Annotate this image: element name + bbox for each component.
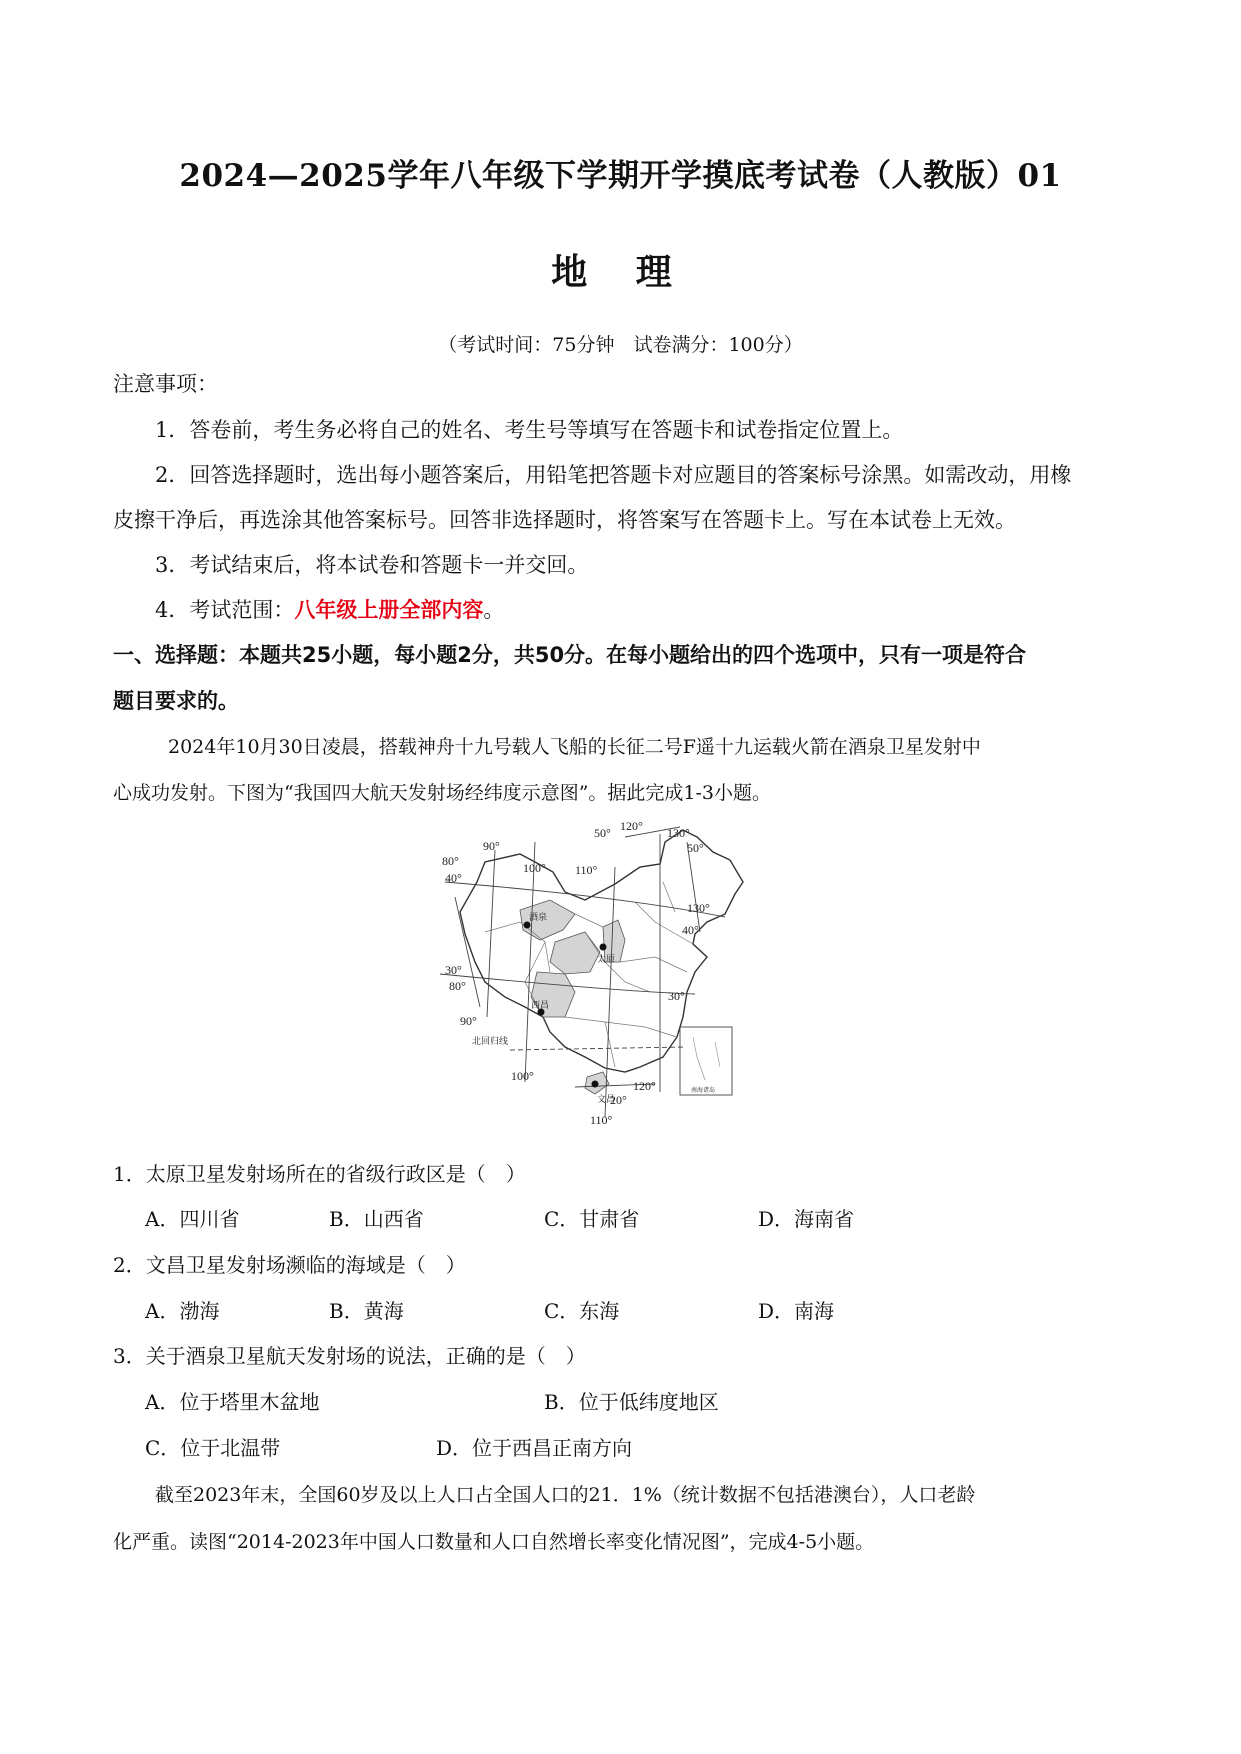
notice-item-3: 3．考试结束后，将本试卷和答题卡一并交回。 — [155, 553, 589, 577]
inset-label: 南海诸岛 — [691, 1087, 716, 1094]
question-3-option-a[interactable]: A．位于塔里木盆地 — [145, 1390, 320, 1414]
question-3-stem: 3．关于酒泉卫星航天发射场的说法，正确的是（ ） — [113, 1344, 586, 1368]
lat-50-label-east: 50° — [687, 841, 704, 855]
passage2-line2: 化严重。读图“2014-2023年中国人口数量和人口自然增长率变化情况图”，完成4-5小题。 — [113, 1531, 875, 1553]
lat-40-label-west: 40° — [445, 871, 462, 885]
question-2-option-d[interactable]: D．南海 — [758, 1299, 835, 1323]
notice-item-4 — [155, 587, 504, 633]
passage1-line1: 2024年10月30日凌晨，搭载神舟十九号载人飞船的长征二号F遥十九运载火箭在酒泉卫星发射中 — [168, 736, 981, 758]
lon-90-label-south: 90° — [460, 1014, 477, 1028]
lon-130-label: 130° — [667, 826, 690, 840]
exam-title: 2024—2025学年八年级下学期开学摸底考试卷（人教版）01 — [179, 158, 1062, 194]
question-3-option-d[interactable]: D．位于西昌正南方向 — [436, 1436, 633, 1460]
lon-90-label: 90° — [483, 839, 500, 853]
lat-50-label: 50° — [594, 826, 611, 840]
jiuquan-label: 酒泉 — [529, 913, 548, 923]
lon-80-label-south: 80° — [449, 979, 466, 993]
subject-title: 地 理 — [551, 251, 690, 293]
lat-40-label-east: 40° — [682, 923, 699, 937]
xichang-label: 西昌 — [531, 1001, 550, 1011]
question-2-option-c[interactable]: C．东海 — [544, 1299, 620, 1323]
exam-info: （考试时间：75分钟 试卷满分：100分） — [438, 334, 803, 356]
question-1-option-a[interactable]: A．四川省 — [145, 1207, 240, 1231]
lon-120-label: 120° — [620, 822, 643, 833]
lon-110-label: 110° — [575, 863, 598, 877]
wenchang-label: 文昌 — [597, 1095, 616, 1105]
question-1-option-c[interactable]: C．甘肃省 — [544, 1207, 640, 1231]
question-2-option-a[interactable]: A．渤海 — [145, 1299, 220, 1323]
lon-80-label: 80° — [442, 854, 459, 868]
launch-sites-map — [425, 822, 825, 1132]
section-heading-line1: 一、选择题：本题共25小题，每小题2分，共50分。在每小题给出的四个选项中，只有一项是符合 — [113, 643, 1027, 667]
question-1-option-d[interactable]: D．海南省 — [758, 1207, 855, 1231]
lon-130-label-east: 130° — [687, 901, 710, 915]
lon-110-label-south: 110° — [590, 1113, 613, 1127]
notice-heading: 注意事项： — [113, 372, 218, 396]
notice-item-4-prefix: 4．考试范围： — [155, 598, 295, 622]
notice-item-4-suffix: 。 — [483, 598, 505, 622]
question-1-stem: 1．太原卫星发射场所在的省级行政区是（ ） — [113, 1162, 526, 1186]
taiyuan-label: 太原 — [597, 955, 616, 965]
question-1-option-b[interactable]: B．山西省 — [329, 1207, 424, 1231]
passage1-line2: 心成功发射。下图为“我国四大航天发射场经纬度示意图”。据此完成1-3小题。 — [113, 782, 772, 804]
notice-item-2-line2: 皮擦干净后，再选涂其他答案标号。回答非选择题时，将答案写在答题卡上。写在本试卷上无效。 — [113, 508, 1016, 532]
question-2-option-b[interactable]: B．黄海 — [329, 1299, 404, 1323]
lon-100-label: 100° — [523, 861, 546, 875]
question-2-stem: 2．文昌卫星发射场濒临的海域是（ ） — [113, 1253, 466, 1277]
lat-30-label-east: 30° — [668, 989, 685, 1003]
exam-scope: 八年级上册全部内容 — [294, 597, 484, 622]
question-3-option-b[interactable]: B．位于低纬度地区 — [544, 1390, 719, 1414]
lon-100-label-south: 100° — [511, 1069, 534, 1083]
china-map-icon — [425, 822, 825, 1132]
lon-120-label-south: 120° — [633, 1079, 656, 1093]
section-heading-line2: 题目要求的。 — [113, 689, 239, 713]
notice-item-1: 1．答卷前，考生务必将自己的姓名、考生号等填写在答题卡和试卷指定位置上。 — [155, 418, 904, 442]
lat-20-label: 20° — [610, 1093, 627, 1107]
tropic-label: 北回归线 — [472, 1037, 509, 1047]
lat-30-label-west: 30° — [445, 963, 462, 977]
question-3-option-c[interactable]: C．位于北温带 — [145, 1436, 281, 1460]
passage2-line1: 截至2023年末，全国60岁及以上人口占全国人口的21．1%（统计数据不包括港澳台），人口老龄 — [155, 1484, 976, 1506]
notice-item-2-line1: 2．回答选择题时，选出每小题答案后，用铅笔把答题卡对应题目的答案标号涂黑。如需改动，用橡 — [155, 463, 1072, 487]
